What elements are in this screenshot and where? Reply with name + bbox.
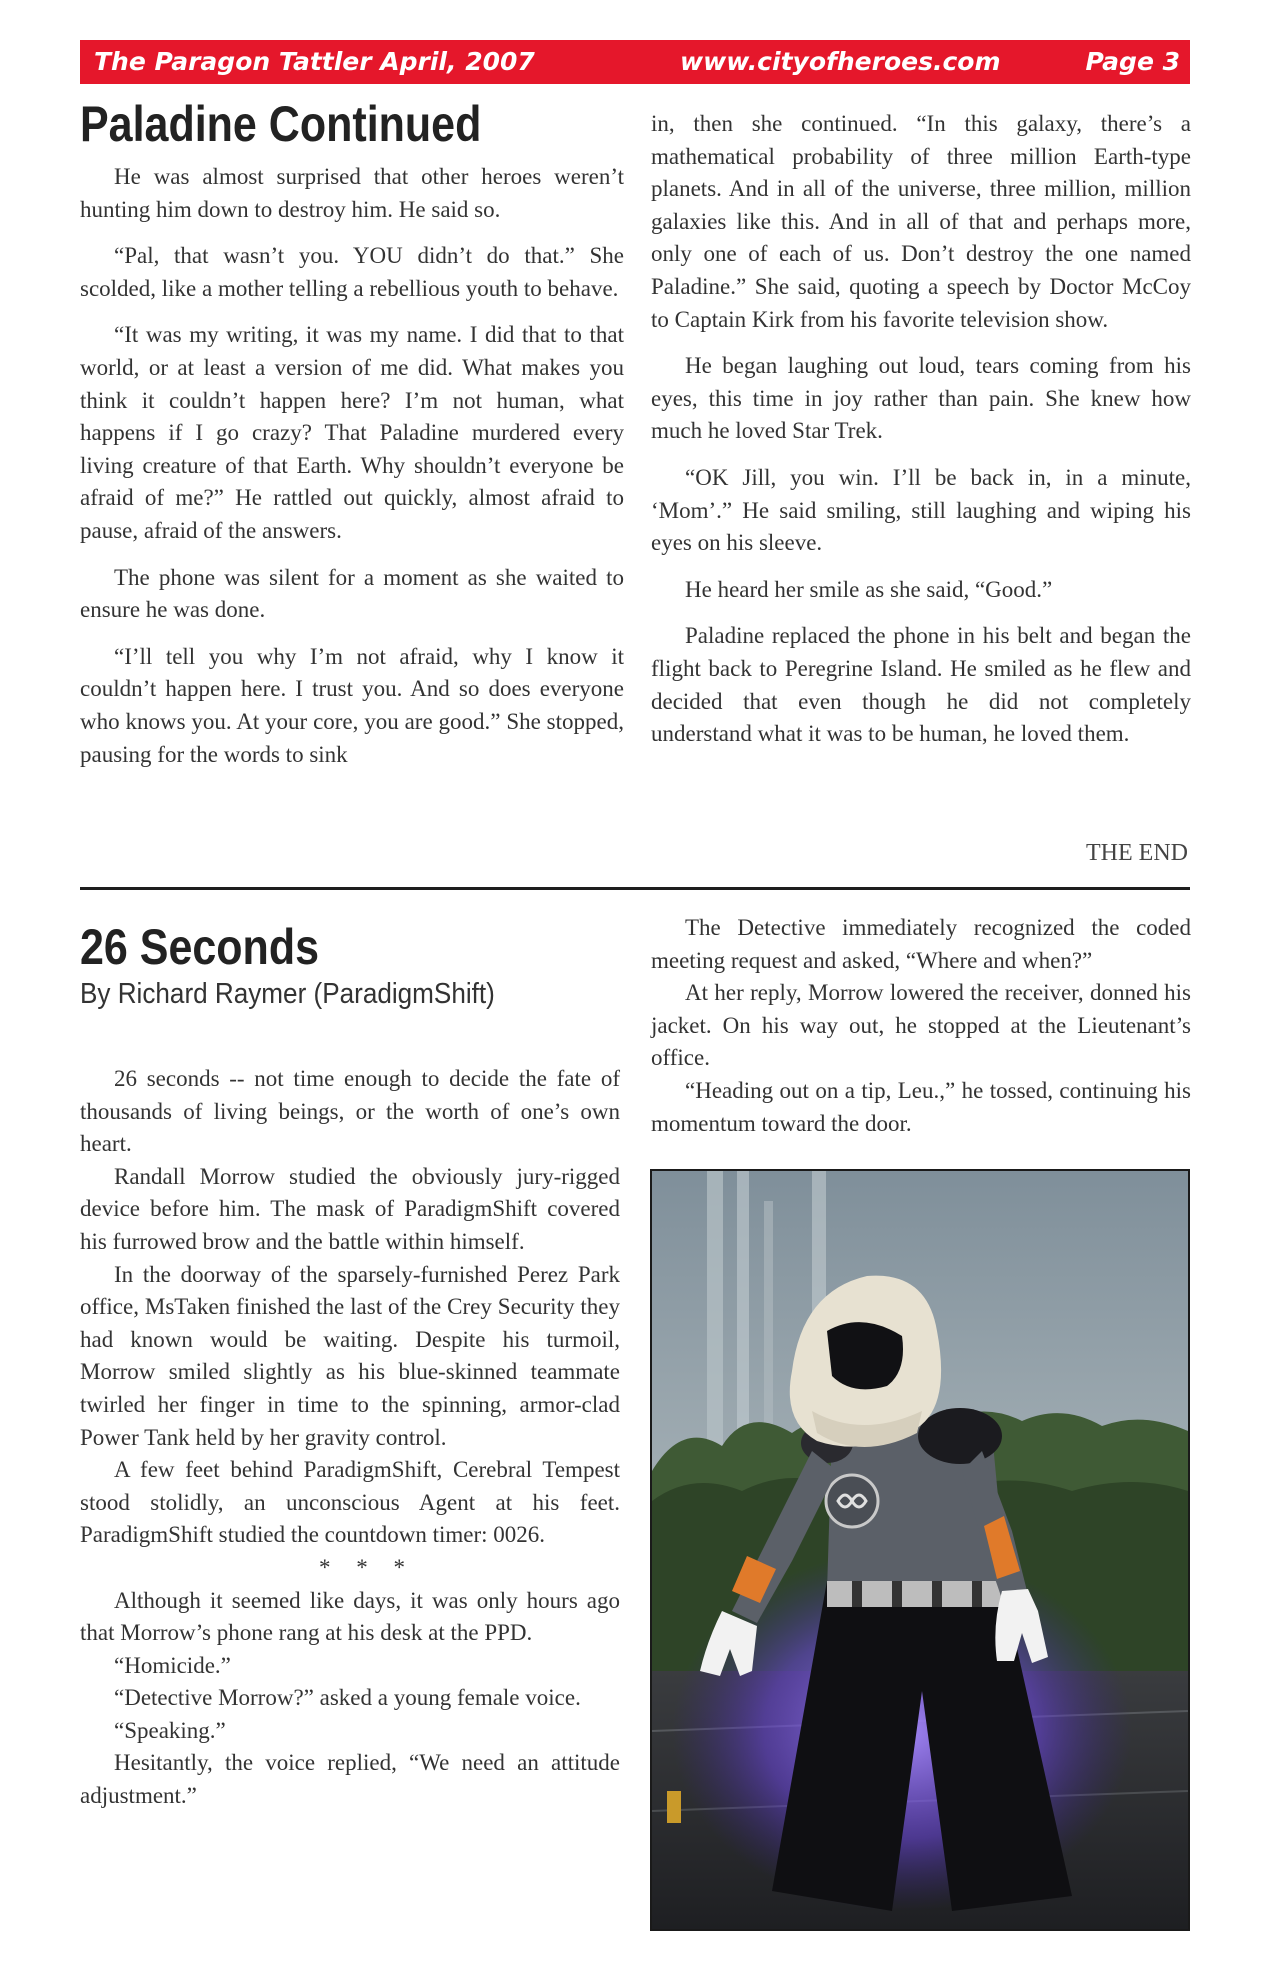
paragraph: in, then she continued. “In this galaxy, there’s a mathematical probability of three million Earth-type planets. And in all of the universe, three million, million galaxies like this. And in all of that and perhaps more, only one of each of us. Don’t destroy the one named Paladine.” She said, quoting a speech by Doctor McCoy to Captain Kirk from his favorite television show. — [651, 111, 1191, 332]
paragraph: “Heading out on a tip, Leu.,” he tossed, continuing his momentum toward the door. — [651, 1077, 1191, 1136]
section-divider — [80, 887, 1190, 890]
paragraph: “Pal, that wasn’t you. YOU didn’t do that.” She scolded, like a mother telling a rebellious youth to behave. — [80, 243, 624, 301]
paragraph: A few feet behind ParadigmShift, Cerebral Tempest stood stolidly, an unconscious Agent at his feet. ParadigmShift studied the countdown timer: 0026. — [80, 1457, 620, 1548]
ground-item — [667, 1791, 681, 1823]
hero-illustration-art — [652, 1171, 1188, 1929]
seconds-right-column — [651, 912, 1191, 1140]
paragraph: “Homicide.” — [114, 1652, 231, 1678]
publication-title: The Paragon Tattler April, 2007 — [94, 47, 535, 76]
spacer — [80, 1011, 620, 1063]
paragraph: 26 seconds -- not time enough to decide the fate of thousands of living beings, or the worth of one’s own heart. — [80, 1066, 620, 1157]
paragraph: The Detective immediately recognized the coded meeting request and asked, “Where and when?” — [651, 915, 1191, 973]
story-end-marker: THE END — [1086, 840, 1188, 866]
belt-segment — [892, 1581, 902, 1607]
paragraph: Paladine replaced the phone in his belt and began the flight back to Peregrine Island. He smiled as he flew and decided that even though he did not completely understand what it was to be human, he loved them. — [651, 623, 1191, 747]
hood-shadow-face — [827, 1322, 903, 1389]
belt-segment — [972, 1581, 982, 1607]
tower — [707, 1171, 723, 1471]
scene-break: * * * — [319, 1554, 415, 1580]
paragraph: He heard her smile as she said, “Good.” — [685, 576, 1053, 602]
author-byline: By Richard Raymer (ParadigmShift) — [80, 978, 495, 1010]
paladine-headline: Paladine Continued — [80, 96, 482, 152]
paragraph: Hesitantly, the voice replied, “We need an attitude adjustment.” — [80, 1750, 620, 1809]
paragraph: He was almost surprised that other heroes weren’t hunting him down to destroy him. He said so. — [80, 164, 624, 222]
website-link[interactable]: www.cityofheroes.com — [680, 47, 1001, 76]
seconds-headline: 26 Seconds — [80, 919, 319, 975]
shoulder-pad — [918, 1408, 1002, 1464]
paragraph: In the doorway of the sparsely-furnished Perez Park office, MsTaken finished the last of the Crey Security they had known would be waiting. Despite his turmoil, Morrow smiled slightly as his blue-skinned teammate twirled her finger in time to the spinning, armor-clad Power Tank held by her gravity control. — [80, 1261, 620, 1450]
paragraph: “OK Jill, you win. I’ll be back in, in a minute, ‘Mom’.” He said smiling, still laughing and wiping his eyes on his sleeve. — [651, 464, 1191, 556]
paragraph: “I’ll tell you why I’m not afraid, why I know it couldn’t happen here. I trust you. And so does everyone who knows you. At your core, you are good.” She stopped, pausing for the words to sink — [80, 643, 624, 767]
paragraph: “It was my writing, it was my name. I did that to that world, or at least a version of me did. What makes you think it couldn’t happen here? I’m not human, what happens if I go crazy? That Paladine murdered every living creature of that Earth. Why shouldn’t everyone be afraid of me?” He rattled out quickly, almost afraid to pause, afraid of the answers. — [80, 322, 624, 543]
paragraph: “Speaking.” — [114, 1717, 226, 1743]
page-header-band — [80, 40, 1190, 84]
hero-illustration — [650, 1169, 1190, 1931]
paladine-right-column — [651, 108, 1191, 765]
belt-segment — [932, 1581, 942, 1607]
page-number: Page 3 — [1085, 47, 1180, 76]
paragraph: Although it seemed like days, it was only hours ago that Morrow’s phone rang at his desk at the PPD. — [80, 1587, 620, 1646]
paladine-left-column — [80, 95, 624, 785]
seconds-left-column — [80, 918, 620, 1813]
paragraph: Randall Morrow studied the obviously jury-rigged device before him. The mask of ParadigmShift covered his furrowed brow and the battle within himself. — [80, 1163, 620, 1254]
paragraph: He began laughing out loud, tears coming from his eyes, this time in joy rather than pain. She knew how much he loved Star Trek. — [651, 353, 1191, 444]
paragraph: “Detective Morrow?” asked a young female voice. — [114, 1685, 581, 1711]
belt-segment — [852, 1581, 862, 1607]
paragraph: At her reply, Morrow lowered the receiver, donned his jacket. On his way out, he stopped at the Lieutenant’s office. — [651, 980, 1191, 1071]
paragraph: The phone was silent for a moment as she waited to ensure he was done. — [80, 564, 624, 623]
